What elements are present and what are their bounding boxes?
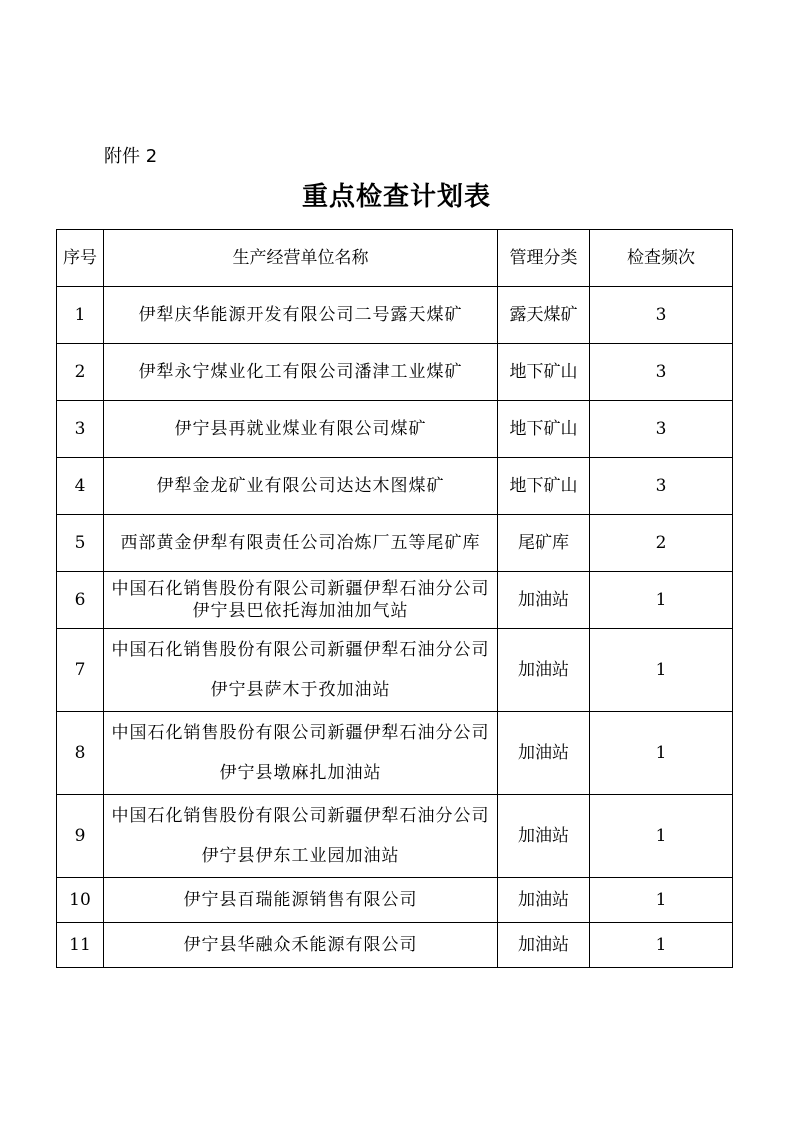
cell-name: 中国石化销售股份有限公司新疆伊犁石油分公司伊宁县墩麻扎加油站 (104, 712, 498, 795)
table-row (57, 795, 733, 878)
cell-seq: 8 (57, 712, 104, 795)
cell-name: 中国石化销售股份有限公司新疆伊犁石油分公司伊宁县伊东工业园加油站 (104, 795, 498, 878)
cell-category: 加油站 (498, 795, 590, 878)
cell-frequency: 1 (590, 878, 733, 923)
attachment-label: 附件 2 (104, 146, 158, 167)
table-row (57, 712, 733, 795)
table-row (57, 572, 733, 629)
header-seq: 序号 (57, 230, 104, 287)
cell-category: 地下矿山 (498, 401, 590, 458)
cell-frequency: 2 (590, 515, 733, 572)
cell-category: 加油站 (498, 712, 590, 795)
cell-seq: 3 (57, 401, 104, 458)
cell-seq: 11 (57, 923, 104, 968)
page-title: 重点检查计划表 (301, 182, 491, 212)
header-frequency: 检查频次 (590, 230, 733, 287)
cell-seq: 4 (57, 458, 104, 515)
table-row (57, 923, 733, 968)
cell-seq: 7 (57, 629, 104, 712)
cell-category: 地下矿山 (498, 344, 590, 401)
cell-frequency: 1 (590, 923, 733, 968)
inspection-plan-table (56, 229, 733, 968)
cell-category: 加油站 (498, 878, 590, 923)
cell-frequency: 3 (590, 401, 733, 458)
cell-frequency: 3 (590, 287, 733, 344)
table-row (57, 401, 733, 458)
cell-seq: 10 (57, 878, 104, 923)
cell-name: 中国石化销售股份有限公司新疆伊犁石油分公司伊宁县萨木于孜加油站 (104, 629, 498, 712)
cell-seq: 6 (57, 572, 104, 629)
cell-seq: 1 (57, 287, 104, 344)
cell-seq: 9 (57, 795, 104, 878)
cell-category: 加油站 (498, 572, 590, 629)
cell-frequency: 1 (590, 712, 733, 795)
cell-name: 西部黄金伊犁有限责任公司冶炼厂五等尾矿库 (104, 515, 498, 572)
cell-name: 伊宁县再就业煤业有限公司煤矿 (104, 401, 498, 458)
cell-category: 加油站 (498, 629, 590, 712)
cell-name: 伊宁县百瑞能源销售有限公司 (104, 878, 498, 923)
table-row (57, 515, 733, 572)
table-row (57, 458, 733, 515)
table-row (57, 878, 733, 923)
table-row (57, 344, 733, 401)
cell-name: 伊犁永宁煤业化工有限公司潘津工业煤矿 (104, 344, 498, 401)
cell-category: 地下矿山 (498, 458, 590, 515)
cell-category: 加油站 (498, 923, 590, 968)
cell-category: 尾矿库 (498, 515, 590, 572)
cell-name: 伊犁庆华能源开发有限公司二号露天煤矿 (104, 287, 498, 344)
cell-name: 伊宁县华融众禾能源有限公司 (104, 923, 498, 968)
table-row (57, 287, 733, 344)
table-row (57, 629, 733, 712)
cell-frequency: 1 (590, 795, 733, 878)
cell-seq: 5 (57, 515, 104, 572)
cell-name: 中国石化销售股份有限公司新疆伊犁石油分公司伊宁县巴依托海加油加气站 (104, 572, 498, 629)
cell-frequency: 3 (590, 344, 733, 401)
header-category: 管理分类 (498, 230, 590, 287)
cell-frequency: 1 (590, 629, 733, 712)
cell-name: 伊犁金龙矿业有限公司达达木图煤矿 (104, 458, 498, 515)
table-header-row (57, 230, 733, 287)
cell-frequency: 3 (590, 458, 733, 515)
header-name: 生产经营单位名称 (104, 230, 498, 287)
cell-frequency: 1 (590, 572, 733, 629)
cell-seq: 2 (57, 344, 104, 401)
cell-category: 露天煤矿 (498, 287, 590, 344)
